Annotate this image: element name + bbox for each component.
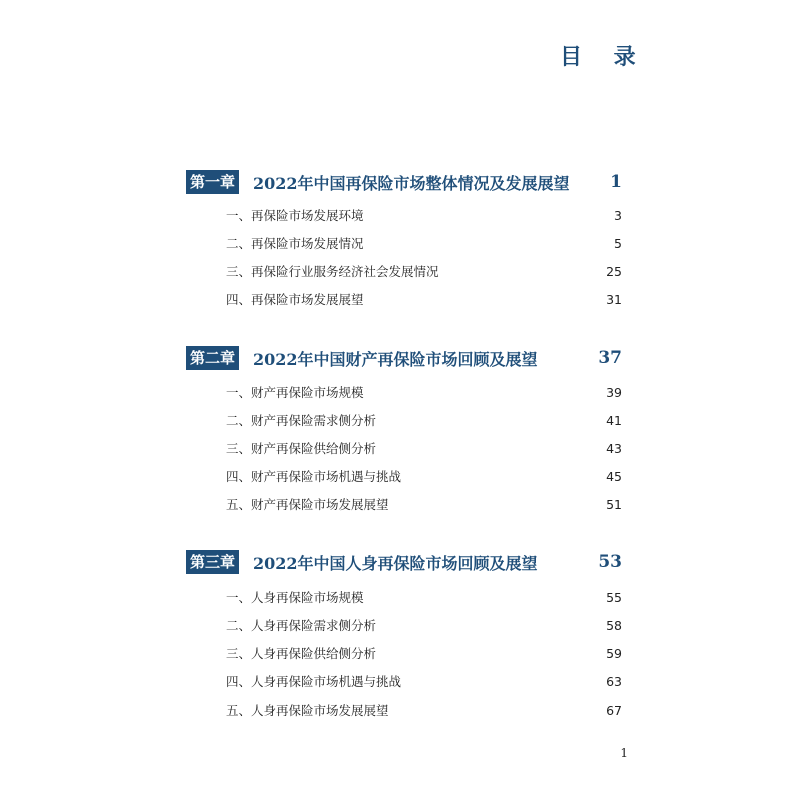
toc-entry-page: 25 (606, 263, 622, 279)
chapter-2-heading[interactable] (186, 346, 622, 370)
toc-entry-page: 67 (606, 702, 622, 718)
chapter-title: 2022年中国再保险市场整体情况及发展展望 (253, 173, 570, 193)
chapter-page-number: 53 (598, 552, 622, 572)
chapter-3-heading[interactable] (186, 550, 622, 574)
toc-entry[interactable] (226, 701, 622, 719)
toc-entry-page: 58 (606, 617, 622, 633)
toc-entry[interactable] (226, 383, 622, 401)
toc-entry-title: 三、人身再保险供给侧分析 (226, 646, 377, 661)
page-title: 目 录 (560, 44, 648, 70)
toc-entry-title: 四、人身再保险市场机遇与挑战 (226, 674, 402, 689)
toc-entry-page: 45 (606, 468, 622, 484)
chapter-page-number: 37 (598, 348, 622, 368)
toc-entry-title: 一、人身再保险市场规模 (226, 590, 364, 605)
toc-entry[interactable] (226, 439, 622, 457)
toc-entry-title: 一、财产再保险市场规模 (226, 385, 364, 400)
toc-entry-page: 43 (606, 440, 622, 456)
footer-page-number: 1 (620, 746, 628, 760)
toc-entry-title: 五、人身再保险市场发展展望 (226, 703, 389, 718)
toc-entry[interactable] (226, 262, 622, 280)
toc-entry[interactable] (226, 234, 622, 252)
toc-entry-page: 5 (614, 235, 622, 251)
toc-entry-page: 63 (606, 673, 622, 689)
chapter-badge: 第二章 (186, 346, 239, 370)
toc-entry-page: 39 (606, 384, 622, 400)
toc-entry-page: 51 (606, 496, 622, 512)
toc-entry[interactable] (226, 616, 622, 634)
toc-entry-title: 三、再保险行业服务经济社会发展情况 (226, 264, 439, 279)
chapter-badge: 第三章 (186, 550, 239, 574)
chapter-title: 2022年中国财产再保险市场回顾及展望 (253, 349, 538, 369)
chapter-page-number: 1 (610, 172, 622, 192)
toc-entry-title: 五、财产再保险市场发展展望 (226, 497, 389, 512)
toc-entry-page: 31 (606, 291, 622, 307)
toc-entry-title: 四、财产再保险市场机遇与挑战 (226, 469, 402, 484)
toc-entry-title: 四、再保险市场发展展望 (226, 292, 364, 307)
toc-entry-page: 3 (614, 207, 622, 223)
toc-entry[interactable] (226, 467, 622, 485)
toc-entry[interactable] (226, 206, 622, 224)
toc-entry-page: 59 (606, 645, 622, 661)
chapter-1-heading[interactable] (186, 170, 622, 194)
toc-entry[interactable] (226, 411, 622, 429)
toc-entry-page: 55 (606, 589, 622, 605)
toc-entry-title: 二、再保险市场发展情况 (226, 236, 364, 251)
toc-entry[interactable] (226, 588, 622, 606)
toc-entry-title: 二、财产再保险需求侧分析 (226, 413, 377, 428)
toc-entry[interactable] (226, 290, 622, 308)
toc-entry-page: 41 (606, 412, 622, 428)
toc-entry-title: 三、财产再保险供给侧分析 (226, 441, 377, 456)
chapter-badge: 第一章 (186, 170, 239, 194)
toc-entry-title: 二、人身再保险需求侧分析 (226, 618, 377, 633)
toc-entry[interactable] (226, 672, 622, 690)
chapter-title: 2022年中国人身再保险市场回顾及展望 (253, 553, 538, 573)
toc-entry[interactable] (226, 495, 622, 513)
toc-entry[interactable] (226, 644, 622, 662)
toc-entry-title: 一、再保险市场发展环境 (226, 208, 364, 223)
